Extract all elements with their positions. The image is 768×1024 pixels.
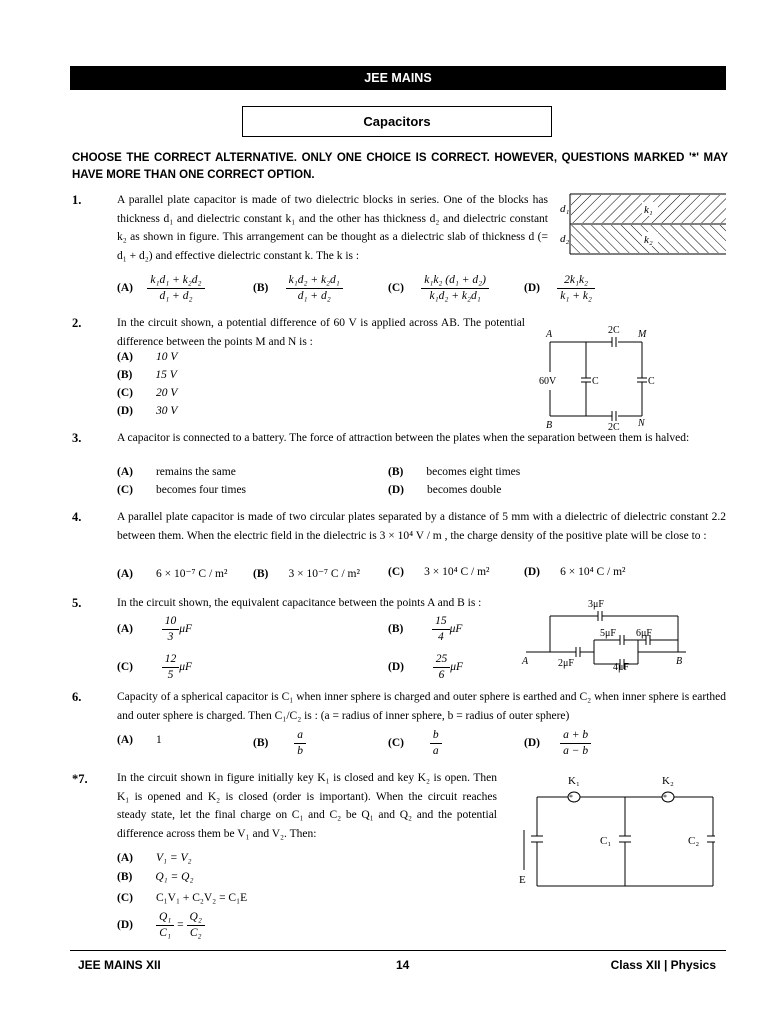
label-a: A xyxy=(522,656,529,667)
option[interactable]: (A) $\frac{\text{k₁d₁ + k₂d₂}}{\text{d₁ + d₂}}$ xyxy=(117,273,205,304)
question-text: A parallel plate capacitor is made of two dielectric blocks in series. One of the blocks has thickness d₁ and dielectric constant k₁ and the other has thickness d₂ and dielectric constant k₂ as shown in figure. This arrangement can be thought as a dielectric slab of thickness d (= d₁ + d₂) and effective dielectric constant k. The k is : xyxy=(117,194,548,262)
page-title xyxy=(242,106,552,137)
label-d1: d₁ xyxy=(560,203,570,215)
question-text: Capacity of a spherical capacitor is C₁ when inner sphere is charged and outer sphere is earthed and C₂ when inner sphere is earthed and outer sphere is charged. Then C₁/C₂ is : (a = radius of inner sphere, b = radius of outer sphere) xyxy=(117,691,726,722)
question-number: 6. xyxy=(72,690,82,704)
label-k2: k₂ xyxy=(644,234,653,246)
circuit-figure-q2 xyxy=(536,320,666,437)
header-bar xyxy=(70,66,726,90)
question-number: 5. xyxy=(72,596,82,610)
label-d2: d₂ xyxy=(560,233,570,245)
option[interactable]: (A) $\frac{10}{3}$ μF xyxy=(117,615,193,643)
page-number: 14 xyxy=(396,958,410,972)
option[interactable]: (C) $\frac{\text{k₁k₂ (d₁ + d₂)}}{\text{k₁d₂ + k₂d₁}}$ xyxy=(388,273,489,304)
option[interactable]: (B) 3 × 10⁻⁷ C / m² xyxy=(253,568,360,580)
label-c-mid: C xyxy=(592,376,599,387)
option[interactable]: (A) V₁ = V₂ xyxy=(117,852,192,864)
label-n: N xyxy=(638,418,645,429)
option[interactable]: (D) 6 × 10⁴ C / m² xyxy=(524,566,626,578)
option[interactable]: (C) 3 × 10⁴ C / m² xyxy=(388,566,490,578)
option[interactable]: (D) $\frac{\text{2k₁k₂}}{\text{k₁ + k₂}}$ xyxy=(524,273,595,304)
question-number: 3. xyxy=(72,431,82,445)
label-e: E xyxy=(519,874,526,886)
option[interactable]: (A) 1 xyxy=(117,734,162,746)
instructions: CHOOSE THE CORRECT ALTERNATIVE. ONLY ONE CHOICE IS CORRECT. HOWEVER, QUESTIONS MARKED '*' MAY HAVE MORE THAN ONE CORRECT OPTION. xyxy=(72,152,728,181)
option[interactable]: (B) Q₁ = Q₂ xyxy=(117,871,194,883)
label-c1: C₁ xyxy=(600,835,612,847)
question-text: In the circuit shown, the equivalent capacitance between the points A and B is : xyxy=(117,597,482,609)
option[interactable]: (A) 6 × 10⁻⁷ C / m² xyxy=(117,568,228,580)
label-c-right: C xyxy=(648,376,655,387)
footer-right: Class XII | Physics xyxy=(610,958,716,972)
option[interactable]: (A) 10 V xyxy=(117,351,178,363)
svg-text:*: * xyxy=(663,793,667,802)
option[interactable]: (C) becomes four times xyxy=(117,484,247,496)
svg-text:*: * xyxy=(569,793,573,802)
option[interactable]: (C) C₁V₁ + C₂V₂ = C₁E xyxy=(117,892,248,904)
label-k1: K₁ xyxy=(568,775,580,787)
circuit-figure-q7 xyxy=(510,770,715,895)
page-title-text: Capacitors xyxy=(363,114,431,129)
option[interactable]: (D) 30 V xyxy=(117,405,178,417)
footer-divider xyxy=(70,950,726,951)
option[interactable]: (C) $\frac{12}{5}$ μF xyxy=(117,653,193,681)
label-2uf: 2μF xyxy=(558,658,574,669)
option[interactable]: (C) 20 V xyxy=(117,387,178,399)
circuit-figure-q5 xyxy=(516,594,696,681)
question-text: In the circuit shown, a potential difference of 60 V is applied across AB. The potential difference between the points M and N is : xyxy=(117,317,525,348)
option[interactable]: (B) 15 V xyxy=(117,369,177,381)
label-5uf: 5μF xyxy=(600,628,616,639)
option[interactable]: (B) $\frac{\text{k₁d₂ + k₂d₁}}{\text{d₁ + d₂}}$ xyxy=(253,273,343,304)
label-b: B xyxy=(546,420,553,431)
footer-left: JEE MAINS XII xyxy=(78,958,161,972)
question-number: 1. xyxy=(72,193,82,207)
label-m: M xyxy=(638,329,647,340)
option[interactable]: (B) $\frac{15}{4}$ μF xyxy=(388,615,463,643)
label-60v: 60V xyxy=(539,376,557,387)
label-k2: K₂ xyxy=(662,775,674,787)
option[interactable]: (A) remains the same xyxy=(117,466,236,478)
question-text: In the circuit shown in figure initially key K₁ is closed and key K₂ is open. Then K₁ is opened and K₂ is closed (order is important). When the circuit reaches steady state, let the final charge on C₁ and C₂ be Q₁ and Q₂ and the potential difference across them be V₁ and V₂. Then: xyxy=(117,772,497,840)
label-c2: C₂ xyxy=(688,835,700,847)
question-number: 4. xyxy=(72,510,82,524)
option[interactable]: (D) becomes double xyxy=(388,484,502,496)
question-text: A capacitor is connected to a battery. The force of attraction between the plates when the separation between them is halved: xyxy=(117,432,690,444)
label-6uf: 6μF xyxy=(636,628,652,639)
option[interactable]: (B) becomes eight times xyxy=(388,466,521,478)
label-a: A xyxy=(546,329,553,340)
option[interactable]: (D) $\frac{a + b}{a - b}$ xyxy=(524,728,591,759)
label-2c-top: 2C xyxy=(608,325,620,336)
label-b: B xyxy=(676,656,683,667)
label-k1: k₁ xyxy=(644,204,653,216)
question-number: *7. xyxy=(72,772,88,786)
option[interactable]: (D) $\frac{\text{Q₁}}{\text{C₁}}$ = $\frac{\text{Q₂}}{\text{C₂}}$ xyxy=(117,910,205,941)
option[interactable]: (B) $\frac{a}{b}$ xyxy=(253,728,306,759)
dielectric-figure xyxy=(556,190,726,263)
label-4uf: 4μF xyxy=(613,662,629,673)
label-3uf: 3μF xyxy=(588,599,604,610)
option[interactable]: (D) $\frac{25}{6}$ μF xyxy=(388,653,464,681)
question-number: 2. xyxy=(72,316,82,330)
label-2c-bottom: 2C xyxy=(608,422,620,432)
header-title: JEE MAINS xyxy=(364,71,432,85)
option[interactable]: (C) $\frac{b}{a}$ xyxy=(388,728,442,759)
question-text: A parallel plate capacitor is made of two circular plates separated by a distance of 5 mm with a dielectric of dielectric constant 2.2 between them. When the electric field in the dielectric is 3 × 10⁴ V / m , the charge density of the positive plate will be close to : xyxy=(117,511,726,542)
